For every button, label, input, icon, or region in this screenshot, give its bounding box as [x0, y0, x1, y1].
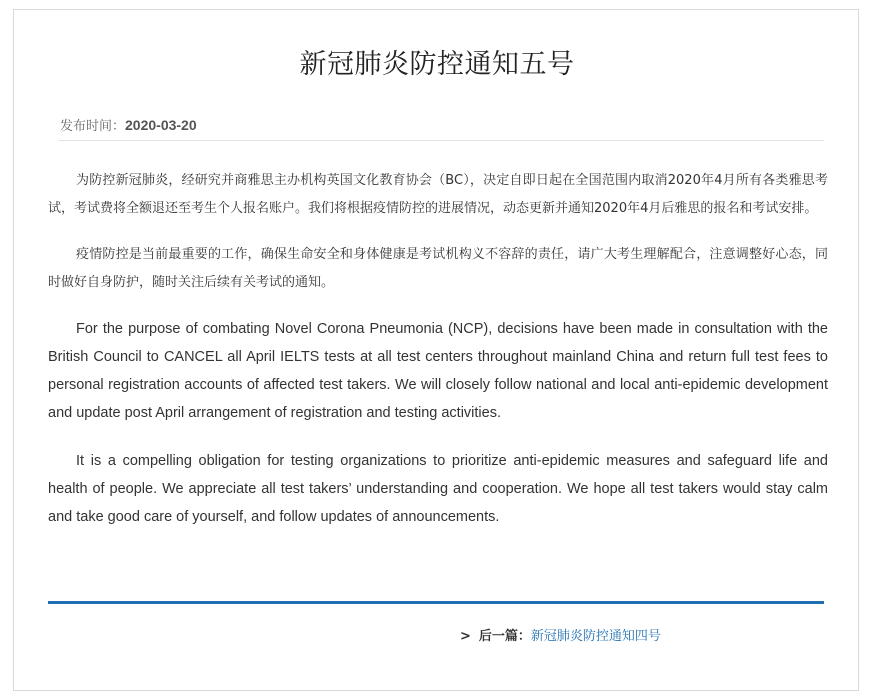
article-body	[48, 167, 828, 551]
publish-meta	[58, 115, 824, 141]
next-article-link[interactable]: 新冠肺炎防控通知四号	[530, 629, 661, 644]
paragraph-cn-2: 疫情防控是当前最重要的工作，确保生命安全和身体健康是考试机构义不容辞的责任，请广大考生理解配合，注意调整好心态，同时做好自身防护，随时关注后续有关考试的通知。	[48, 247, 828, 290]
page-title: 新冠肺炎防控通知五号	[299, 49, 575, 80]
paragraph-en-2: It is a compelling obligation for testing organizations to prioritize anti-epidemic measures and safeguard life and health of people. We appreciate all test takers’ understanding and cooperation. We hope all test takers would stay calm and take good care of yourself, and follow updates of announcements.	[48, 453, 828, 525]
paragraph-cn-1: 为防控新冠肺炎，经研究并商雅思主办机构英国文化教育协会（BC），决定自即日起在全国范围内取消2020年4月所有各类雅思考试，考试费将全额退还至考生个人报名账户。我们将根据疫情防控的进展情况，动态更新并通知2020年4月后雅思的报名和考试安排。	[48, 173, 828, 216]
publish-time-label: 发布时间：	[60, 119, 126, 134]
footer-divider	[48, 601, 824, 604]
next-article-label: 后一篇：	[478, 629, 531, 644]
next-article-nav	[460, 627, 661, 647]
publish-date: 2020-03-20	[125, 117, 197, 133]
chevron-right-icon: >	[460, 629, 471, 644]
article-container	[13, 9, 859, 691]
paragraph-en-1: For the purpose of combating Novel Corona Pneumonia (NCP), decisions have been made in consultation with the British Council to CANCEL all April IELTS tests at all test centers throughout mainland China and return full test fees to personal registration accounts of affected test takers. We will closely follow national and local anti-epidemic development and update post April arrangement of registration and testing activities.	[48, 321, 828, 421]
